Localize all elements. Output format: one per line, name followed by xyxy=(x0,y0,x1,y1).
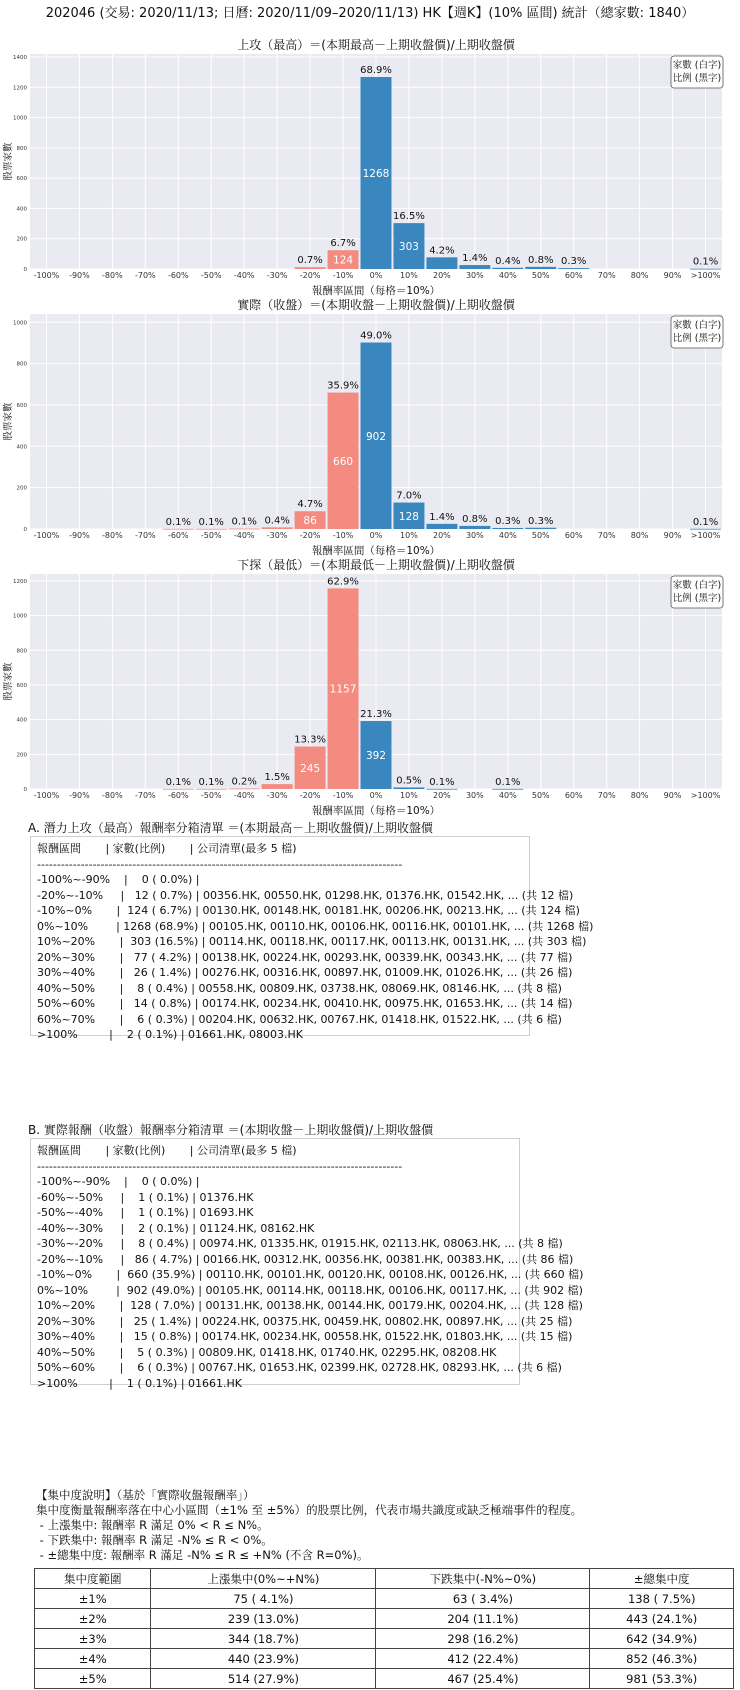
concentration-line: - 上漲集中: 報酬率 R 滿足 0% < R ≤ N%。 xyxy=(36,1518,269,1532)
x-tick-label: 60% xyxy=(564,791,583,800)
bar-count-label: 1268 xyxy=(362,168,390,181)
x-tick-label: 0% xyxy=(369,791,383,800)
list-item: -20%~-10% | 86 ( 4.7%) | 00166.HK, 00312.HK, 00356.HK, 00381.HK, 00383.HK, ... (共 86 檔) xyxy=(37,1252,574,1266)
bar xyxy=(525,528,556,529)
x-tick-label: 10% xyxy=(400,271,418,280)
bar xyxy=(690,269,721,270)
bar-percent-label: 4.2% xyxy=(429,245,455,257)
table-header-cell: 上漲集中(0%~+N%) xyxy=(151,1569,376,1589)
concentration-table xyxy=(34,1568,734,1689)
bar xyxy=(295,267,326,269)
table-cell: 298 (16.2%) xyxy=(376,1629,590,1649)
y-tick-label: 800 xyxy=(16,648,27,655)
y-tick-label: 1000 xyxy=(13,115,27,122)
table-row xyxy=(35,1669,734,1689)
y-tick-label: 800 xyxy=(16,361,27,368)
legend-entry: 比例 (黑字) xyxy=(672,73,722,84)
x-tick-label: -70% xyxy=(134,531,156,540)
bar-percent-label: 0.1% xyxy=(165,776,191,788)
bar-percent-label: 0.8% xyxy=(462,513,488,525)
x-tick-label: -90% xyxy=(69,791,90,800)
concentration-notes xyxy=(36,1488,582,1563)
bar-percent-label: 62.9% xyxy=(327,576,359,588)
y-tick-label: 1000 xyxy=(13,320,27,327)
bar-percent-label: 68.9% xyxy=(360,65,392,77)
y-tick-label: 0 xyxy=(23,527,27,533)
list-item: 30%~40% | 15 ( 0.8%) | 00174.HK, 00234.HK, 00558.HK, 01522.HK, 01803.HK, ... (共 15 檔) xyxy=(37,1330,573,1343)
x-tick-label: -100% xyxy=(33,271,60,280)
bar-percent-label: 0.3% xyxy=(528,515,554,527)
x-axis-label: 報酬率區間（每格＝10%） xyxy=(311,545,441,557)
table-cell: 981 (53.3%) xyxy=(590,1669,734,1689)
list-item: -30%~-20% | 8 ( 0.4%) | 00974.HK, 01335.HK, 01915.HK, 02113.HK, 08063.HK, ... (共 8 檔) xyxy=(37,1237,563,1250)
table-header-cell: ±總集中度 xyxy=(590,1569,734,1589)
x-tick-label: 40% xyxy=(498,271,517,280)
table-cell: 642 (34.9%) xyxy=(590,1629,734,1649)
bar-count-label: 1157 xyxy=(329,683,357,696)
chart-high xyxy=(0,36,740,296)
x-tick-label: 10% xyxy=(400,531,418,540)
x-tick-label: -10% xyxy=(332,531,354,540)
bar-percent-label: 0.5% xyxy=(396,775,422,787)
y-tick-label: 200 xyxy=(16,485,27,492)
y-tick-label: 1400 xyxy=(13,55,27,62)
concentration-line: - 下跌集中: 報酬率 R 滿足 -N% ≤ R < 0%。 xyxy=(36,1533,273,1547)
bar-percent-label: 13.3% xyxy=(294,734,326,746)
table-row xyxy=(35,1589,734,1609)
section-a-title: A. 潛力上攻（最高）報酬率分箱清單 ＝(本期最高－上期收盤價)/上期收盤價 xyxy=(28,821,433,835)
table-cell: 412 (22.4%) xyxy=(376,1649,590,1669)
x-tick-label: 50% xyxy=(531,531,550,540)
y-tick-label: 1200 xyxy=(13,85,27,92)
x-tick-label: 20% xyxy=(433,791,451,800)
concentration-line: - ±總集中度: 報酬率 R 滿足 -N% ≤ R ≤ +N% (不含 R=0%)。 xyxy=(36,1548,369,1562)
bar xyxy=(459,265,490,269)
bar-percent-label: 49.0% xyxy=(360,330,392,342)
bar xyxy=(229,788,260,789)
table-header-cell: 集中度範圍 xyxy=(35,1569,151,1589)
bar xyxy=(393,787,424,789)
bar xyxy=(426,524,457,529)
bar-percent-label: 0.7% xyxy=(297,255,323,267)
x-tick-label: -70% xyxy=(134,271,156,280)
bar-percent-label: 4.7% xyxy=(297,499,323,511)
x-tick-label: -80% xyxy=(102,791,123,800)
chart-close xyxy=(0,296,740,556)
y-tick-label: 400 xyxy=(16,444,27,451)
x-tick-label: -60% xyxy=(167,791,189,800)
legend-entry: 比例 (黑字) xyxy=(672,333,722,344)
table-row xyxy=(35,1649,734,1669)
x-tick-label: -90% xyxy=(69,531,90,540)
chart-low xyxy=(0,556,740,816)
y-axis-label: 股票家數 xyxy=(3,142,14,181)
bar xyxy=(492,789,523,790)
x-tick-label: 20% xyxy=(433,531,451,540)
list-item: 20%~30% | 25 ( 1.4%) | 00224.HK, 00375.HK, 00459.HK, 00802.HK, 00897.HK, ... (共 25 檔) xyxy=(37,1314,573,1328)
x-tick-label: 40% xyxy=(498,531,517,540)
list-header: 報酬區間 | 家數(比例) | 公司清單(最多 5 檔) xyxy=(37,1144,297,1157)
table-cell: 63 ( 3.4%) xyxy=(376,1589,590,1609)
x-tick-label: -40% xyxy=(233,531,255,540)
bar-percent-label: 0.1% xyxy=(231,516,257,528)
bar-percent-label: 1.4% xyxy=(429,511,455,523)
bar-count-label: 124 xyxy=(333,254,354,267)
x-tick-label: 20% xyxy=(433,271,451,280)
list-item: 10%~20% | 128 ( 7.0%) | 00131.HK, 00138.HK, 00144.HK, 00179.HK, 00204.HK, ... (共 128 檔) xyxy=(37,1299,583,1312)
bar-percent-label: 1.4% xyxy=(462,253,488,265)
x-tick-label: 40% xyxy=(498,791,517,800)
bar-percent-label: 7.0% xyxy=(396,490,422,502)
x-tick-label: -20% xyxy=(299,271,321,280)
x-tick-label: -20% xyxy=(299,531,321,540)
x-tick-label: -40% xyxy=(233,791,255,800)
x-tick-label: 30% xyxy=(465,271,484,280)
x-tick-label: -80% xyxy=(102,271,123,280)
list-divider: -------------------------------------------------------------------------------------------- xyxy=(37,1159,403,1173)
list-item: 50%~60% | 6 ( 0.3%) | 00767.HK, 01653.HK, 02399.HK, 02728.HK, 08293.HK, ... (共 6 檔) xyxy=(37,1361,562,1374)
bar-percent-label: 0.4% xyxy=(264,515,290,527)
bar-percent-label: 0.1% xyxy=(198,776,224,788)
concentration-line: 集中度衡量報酬率落在中心小區間（±1% 至 ±5%）的股票比例，代表市場共識度或缺乏極端事件的程度。 xyxy=(36,1503,583,1517)
chart-title: 下探（最低）＝(本期最低－上期收盤價)/上期收盤價 xyxy=(237,558,515,572)
bar xyxy=(196,529,227,530)
x-tick-label: -10% xyxy=(332,271,354,280)
table-cell: 852 (46.3%) xyxy=(590,1649,734,1669)
list-item: -10%~0% | 660 (35.9%) | 00110.HK, 00101.HK, 00120.HK, 00108.HK, 00126.HK, ... (共 660 檔) xyxy=(37,1268,584,1281)
x-tick-label: >100% xyxy=(690,791,721,800)
bar-count-label: 128 xyxy=(398,510,419,523)
x-tick-label: -80% xyxy=(102,531,123,540)
x-tick-label: -100% xyxy=(33,531,60,540)
chart-title: 上攻（最高）＝(本期最高－上期收盤價)/上期收盤價 xyxy=(237,38,515,52)
bar-percent-label: 0.2% xyxy=(231,776,257,788)
y-tick-label: 600 xyxy=(16,402,27,409)
bar xyxy=(262,527,293,529)
list-header: 報酬區間 | 家數(比例) | 公司清單(最多 5 檔) xyxy=(37,842,297,855)
x-tick-label: >100% xyxy=(690,531,721,540)
bar xyxy=(558,268,589,269)
x-tick-label: -70% xyxy=(134,791,156,800)
bar-percent-label: 0.1% xyxy=(495,776,521,788)
x-tick-label: -60% xyxy=(167,271,189,280)
x-tick-label: -30% xyxy=(266,531,288,540)
x-tick-label: -50% xyxy=(200,791,222,800)
list-item: 30%~40% | 26 ( 1.4%) | 00276.HK, 00316.HK, 00897.HK, 01009.HK, 01026.HK, ... (共 26 檔) xyxy=(37,966,573,979)
bar-percent-label: 0.1% xyxy=(429,776,455,788)
list-item: 20%~30% | 77 ( 4.2%) | 00138.HK, 00224.HK, 00293.HK, 00339.HK, 00343.HK, ... (共 77 檔) xyxy=(37,950,573,964)
page-title: 202046 (交易: 2020/11/13; 日曆: 2020/11/09–2020/11/13) HK【週K】(10% 區間) 統計（總家數: 1840） xyxy=(45,6,695,21)
table-cell: 239 (13.0%) xyxy=(151,1609,376,1629)
section-b-list xyxy=(30,1138,584,1390)
table-cell: ±3% xyxy=(35,1629,151,1649)
x-tick-label: 80% xyxy=(630,531,649,540)
concentration-heading: 【集中度說明】（基於「實際收盤報酬率」） xyxy=(36,1488,255,1502)
table-row xyxy=(35,1629,734,1649)
table-cell: 138 ( 7.5%) xyxy=(590,1589,734,1609)
x-tick-label: 0% xyxy=(369,271,383,280)
bar-percent-label: 0.1% xyxy=(692,516,719,528)
list-item: -60%~-50% | 1 ( 0.1%) | 01376.HK xyxy=(37,1190,254,1204)
bar xyxy=(196,789,227,790)
x-tick-label: 50% xyxy=(531,791,550,800)
bar-percent-label: 0.3% xyxy=(561,256,587,268)
legend-entry: 家數 (白字) xyxy=(672,60,722,71)
bar-percent-label: 0.8% xyxy=(528,254,554,266)
y-tick-label: 400 xyxy=(16,717,27,724)
list-item: -20%~-10% | 12 ( 0.7%) | 00356.HK, 00550.HK, 01298.HK, 01376.HK, 01542.HK, ... (共 12 檔) xyxy=(37,888,574,902)
list-item: 40%~50% | 8 ( 0.4%) | 00558.HK, 00809.HK, 03738.HK, 08069.HK, 08146.HK, ... (共 8 檔) xyxy=(37,981,562,995)
list-item: 10%~20% | 303 (16.5%) | 00114.HK, 00118.HK, 00117.HK, 00113.HK, 00131.HK, ... (共 303 檔) xyxy=(37,935,587,948)
x-tick-label: -60% xyxy=(167,531,189,540)
list-item: -10%~0% | 124 ( 6.7%) | 00130.HK, 00148.HK, 00181.HK, 00206.HK, 00213.HK, ... (共 124 檔) xyxy=(37,904,580,917)
list-item: 0%~10% | 902 (49.0%) | 00105.HK, 00114.HK, 00118.HK, 00106.HK, 00117.HK, ... (共 902 檔) xyxy=(37,1283,583,1297)
x-tick-label: 80% xyxy=(630,271,649,280)
x-tick-label: 0% xyxy=(369,531,383,540)
bar-percent-label: 0.1% xyxy=(692,256,719,268)
bar-count-label: 303 xyxy=(398,241,419,254)
x-tick-label: 30% xyxy=(465,531,484,540)
table-cell: ±5% xyxy=(35,1669,151,1689)
x-tick-label: 10% xyxy=(400,791,418,800)
bar xyxy=(163,789,194,790)
y-tick-label: 1000 xyxy=(13,613,27,620)
bar xyxy=(459,526,490,529)
bar xyxy=(492,528,523,529)
bar-percent-label: 0.1% xyxy=(165,516,191,528)
x-axis-label: 報酬率區間（每格＝10%） xyxy=(311,285,441,297)
bar xyxy=(525,267,556,269)
y-tick-label: 0 xyxy=(23,267,27,273)
table-cell: 204 (11.1%) xyxy=(376,1609,590,1629)
list-item: -50%~-40% | 1 ( 0.1%) | 01693.HK xyxy=(37,1206,254,1219)
list-item: 40%~50% | 5 ( 0.3%) | 00809.HK, 01418.HK, 01740.HK, 02295.HK, 08208.HK xyxy=(37,1345,497,1359)
y-tick-label: 0 xyxy=(23,787,27,793)
y-tick-label: 200 xyxy=(16,752,27,759)
y-tick-label: 600 xyxy=(16,682,27,689)
x-tick-label: -100% xyxy=(33,791,60,800)
list-item: 60%~70% | 6 ( 0.3%) | 00204.HK, 00632.HK, 00767.HK, 01418.HK, 01522.HK, ... (共 6 檔) xyxy=(37,1012,562,1026)
x-tick-label: -20% xyxy=(299,791,321,800)
x-tick-label: -90% xyxy=(69,271,90,280)
x-tick-label: -40% xyxy=(233,271,255,280)
x-tick-label: 90% xyxy=(663,531,682,540)
list-item: >100% | 1 ( 0.1%) | 01661.HK xyxy=(37,1376,243,1390)
table-cell: ±1% xyxy=(35,1589,151,1609)
x-axis-label: 報酬率區間（每格＝10%） xyxy=(311,805,441,817)
bar-percent-label: 0.1% xyxy=(198,516,224,528)
list-item: -100%~-90% | 0 ( 0.0%) | xyxy=(37,1175,200,1188)
y-tick-label: 1200 xyxy=(13,578,27,585)
list-item: >100% | 2 ( 0.1%) | 01661.HK, 08003.HK xyxy=(37,1028,303,1041)
x-tick-label: 90% xyxy=(663,791,682,800)
x-tick-label: -30% xyxy=(266,791,288,800)
table-cell: 440 (23.9%) xyxy=(151,1649,376,1669)
bar-percent-label: 0.3% xyxy=(495,515,521,527)
x-tick-label: 30% xyxy=(465,791,484,800)
x-tick-label: -30% xyxy=(266,271,288,280)
y-axis-label: 股票家數 xyxy=(3,402,14,441)
x-tick-label: -50% xyxy=(200,271,222,280)
list-item: -40%~-30% | 2 ( 0.1%) | 01124.HK, 08162.HK xyxy=(37,1221,315,1235)
y-tick-label: 800 xyxy=(16,145,27,152)
bar-percent-label: 35.9% xyxy=(327,380,359,392)
x-tick-label: 70% xyxy=(597,271,616,280)
x-tick-label: 70% xyxy=(597,791,616,800)
table-cell: 75 ( 4.1%) xyxy=(151,1589,376,1609)
section-b-title: B. 實際報酬（收盤）報酬率分箱清單 ＝(本期收盤－上期收盤價)/上期收盤價 xyxy=(28,1123,434,1137)
chart-title: 實際（收盤）＝(本期收盤－上期收盤價)/上期收盤價 xyxy=(237,298,515,312)
x-tick-label: -10% xyxy=(332,791,354,800)
x-tick-label: 60% xyxy=(564,531,583,540)
bar-percent-label: 16.5% xyxy=(393,211,425,223)
x-tick-label: -50% xyxy=(200,531,222,540)
bar-count-label: 245 xyxy=(300,762,321,775)
x-tick-label: 60% xyxy=(564,271,583,280)
bar xyxy=(690,529,721,530)
bar-percent-label: 21.3% xyxy=(360,709,392,721)
legend-entry: 家數 (白字) xyxy=(672,320,722,331)
bar-count-label: 86 xyxy=(303,515,317,528)
bar xyxy=(163,529,194,530)
table-cell: 443 (24.1%) xyxy=(590,1609,734,1629)
table-cell: 467 (25.4%) xyxy=(376,1669,590,1689)
list-item: 0%~10% | 1268 (68.9%) | 00105.HK, 00110.HK, 00106.HK, 00116.HK, 00101.HK, ... (共 1268 檔) xyxy=(37,919,594,933)
table-cell: 344 (18.7%) xyxy=(151,1629,376,1649)
list-item: -100%~-90% | 0 ( 0.0%) | xyxy=(37,873,200,886)
legend-entry: 家數 (白字) xyxy=(672,580,722,591)
bar xyxy=(426,789,457,790)
bar xyxy=(426,257,457,269)
legend-entry: 比例 (黑字) xyxy=(672,593,722,604)
table-row xyxy=(35,1609,734,1629)
bar xyxy=(262,784,293,789)
bar-percent-label: 0.4% xyxy=(495,255,521,267)
bar-count-label: 392 xyxy=(365,750,387,763)
list-divider: -------------------------------------------------------------------------------------------- xyxy=(37,857,403,871)
section-a-list xyxy=(30,836,594,1041)
x-tick-label: 80% xyxy=(630,791,649,800)
x-tick-label: 50% xyxy=(531,271,550,280)
bar-count-label: 902 xyxy=(365,430,387,443)
bar-percent-label: 1.5% xyxy=(264,772,290,784)
list-item: 50%~60% | 14 ( 0.8%) | 00174.HK, 00234.HK, 00410.HK, 00975.HK, 01653.HK, ... (共 14 檔) xyxy=(37,997,573,1010)
y-tick-label: 600 xyxy=(16,176,27,183)
bar xyxy=(492,268,523,269)
x-tick-label: >100% xyxy=(690,271,721,280)
y-tick-label: 400 xyxy=(16,206,27,213)
table-cell: 514 (27.9%) xyxy=(151,1669,376,1689)
table-header-cell: 下跌集中(-N%~0%) xyxy=(376,1569,590,1589)
y-axis-label: 股票家數 xyxy=(3,662,14,701)
x-tick-label: 70% xyxy=(597,531,616,540)
table-cell: ±4% xyxy=(35,1649,151,1669)
bar-count-label: 660 xyxy=(333,455,354,468)
x-tick-label: 90% xyxy=(663,271,682,280)
bar xyxy=(229,529,260,530)
y-tick-label: 200 xyxy=(16,236,27,243)
table-cell: ±2% xyxy=(35,1609,151,1629)
bar-percent-label: 6.7% xyxy=(330,238,356,250)
